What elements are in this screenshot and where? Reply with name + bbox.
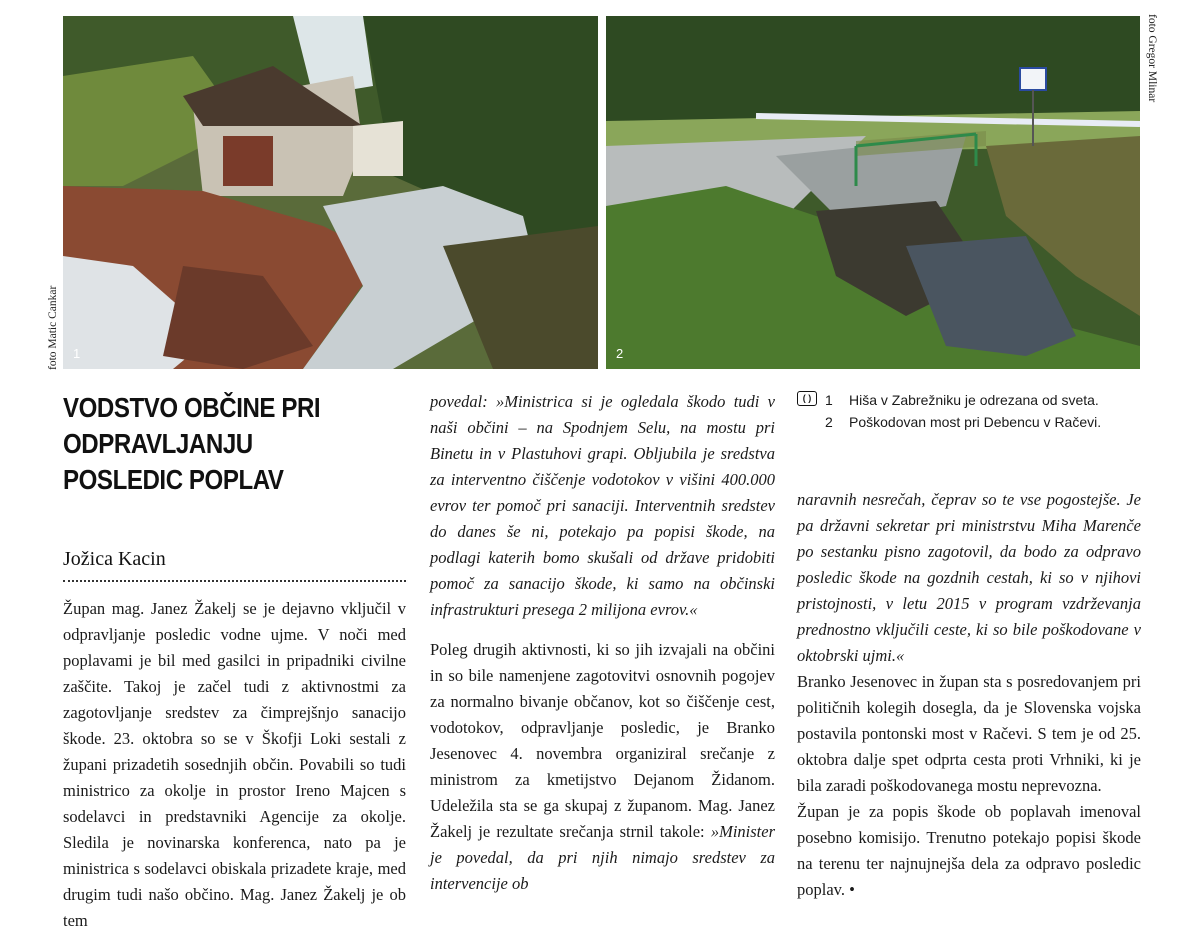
photo-damaged-bridge — [606, 16, 1140, 369]
divider — [63, 580, 406, 582]
photo-number: 1 — [73, 346, 81, 361]
article-column-2 — [430, 389, 775, 897]
paragraph — [430, 637, 775, 897]
caption-item — [825, 411, 1101, 433]
article-title: VODSTVO OBČINE PRI ODPRAVLJANJU POSLEDIC POPLAV — [63, 392, 321, 495]
camera-icon: ( ) — [797, 391, 817, 406]
paragraph: Župan mag. Janez Žakelj se je dejavno vključil v odpravljanje posledic vodne ujme. V noči med poplavami je bil med gasilci in pripadniki civilne zaščite. Takoj je začel tudi z aktivnostmi za zagotovljanje sredstev za čimprejšnjo sanacijo škode. 23. oktobra so se v Škofji Loki sestali z župani prizadetih sosednjih občin. Povabili so tudi ministrico za okolje in prostor Ireno Majcen s sodelavci in predstavniki Agencije za okolje. Sledila je novinarska konferenca, nato pa je ministrica s sodelavci obiskala prizadete kraje, med drugim tudi našo občino. Mag. Janez Žakelj je ob tem — [63, 599, 406, 930]
caption-text: Hiša v Zabrežniku je odrezana od sveta. — [849, 392, 1099, 408]
caption-text: Poškodovan most pri Debencu v Račevi. — [849, 414, 1102, 430]
article-author: Jožica Kacin — [63, 548, 166, 570]
photo-credit: foto Matic Cankar — [47, 285, 59, 370]
quote-text: »Minister je povedal, da pri njih nimajo sredstev za intervencije ob — [430, 822, 775, 893]
paragraph: povedal: »Ministrica si je ogledala škodo tudi v naši občini – na Spodnjem Selu, na mostu pri Binetu in v Plastuhovi grapi. Obljubila je sredstva za interventno čiščenje vodotokov v višini 400.000 evrov ter pomoč pri sanaciji. Interventnih sredstev do danes še ni, potekajo pa popisi škode, na podlagi katerih bomo skušali od države pridobiti pomoč za sanacijo škode, ki samo na občinski infrastrukturi presega 2 milijona evrov.« — [430, 392, 775, 619]
paragraph: naravnih nesrečah, čeprav so te vse pogostejše. Je pa državni sekretar pri ministrstvu Miha Marenče po sestanku pisno zagotovil, da bodo za odpravo posledic škode na gozdnih cestah, ki so v njihovi pristojnosti, v letu 2015 v program vzdrževanja prednostno vključili ceste, ki so bile poškodovane v oktobrski ujmi.« — [797, 490, 1141, 665]
paragraph-text: Poleg drugih aktivnosti, ki so jih izvajali na občini in so bile namenjene zagotovitvi osnovnih pogojev za normalno bivanje občanov, kot so čiščenje cest, vodotokov, odpravljanje posledic, je Branko Jesenovec 4. novembra organiziral srečanje z ministrom za kmetijstvo Dejanom Židanom. Udeležila sta se ga skupaj z županom. Mag. Janez Žakelj je rezultate srečanja strnil takole: — [430, 640, 775, 841]
caption-item — [825, 389, 1099, 411]
article-column-3 — [797, 487, 1141, 903]
photo-credit: foto Gregor Mlinar — [1146, 14, 1158, 103]
caption-number: 1 — [825, 392, 833, 408]
photo-flooded-house — [63, 16, 598, 369]
caption-number: 2 — [825, 414, 833, 430]
paragraph: Branko Jesenovec in župan sta s posredovanjem pri političnih kolegih dosegla, da je Slovenska vojska postavila pontonski most v Račevi. S tem je od 25. oktobra dalje spet odprta cesta proti Vrhniki, ki je bila zaradi poškodovanega mostu neprevozna. — [797, 672, 1141, 795]
photo-number: 2 — [616, 346, 624, 361]
paragraph: Župan je za popis škode ob poplavah imenoval posebno komisijo. Trenutno potekajo popisi škode na terenu ter najnujnejša dela za odpravo posledic poplav. • — [797, 802, 1141, 899]
article-column-1 — [63, 596, 406, 934]
